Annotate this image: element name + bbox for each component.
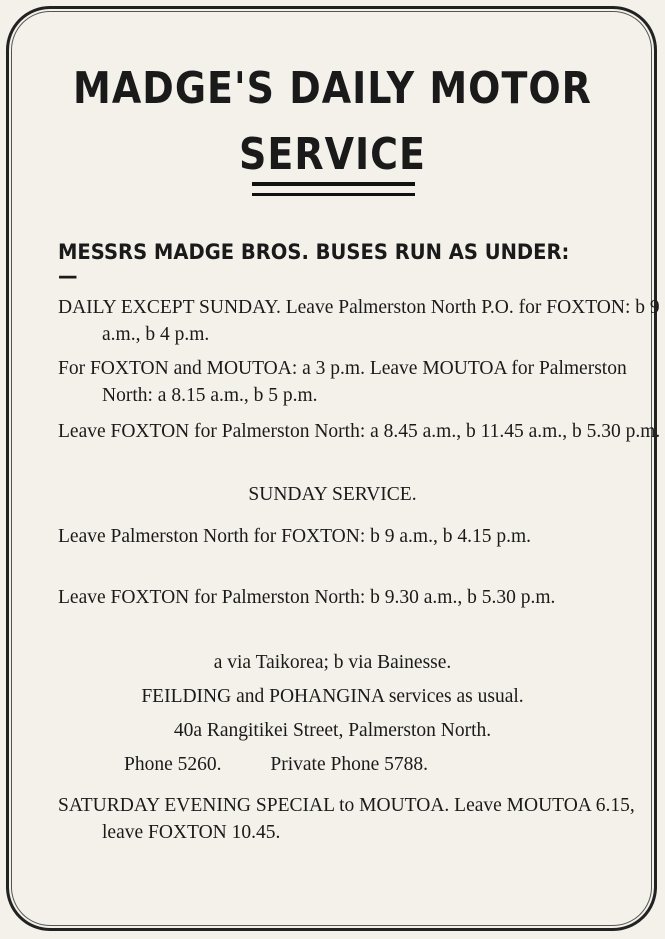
weekday-paragraph-3: Leave FOXTON for Palmerston North: a 8.45 a.m., b 11.45 a.m., b 5.30 p.m. (58, 421, 661, 442)
route-legend: a via Taikorea; b via Bainesse. (213, 652, 452, 673)
phone-number: Phone 5260. (124, 754, 222, 775)
saturday-special: SATURDAY EVENING SPECIAL to MOUTOA. Leave MOUTOA 6.15, leave FOXTON 10.45. (58, 795, 635, 843)
sunday-paragraph-2: Leave FOXTON for Palmerston North: b 9.30 a.m., b 5.30 p.m. (58, 587, 556, 608)
phone-line (124, 754, 472, 776)
title-line-2: SERVICE (239, 128, 426, 180)
weekday-paragraph-1: DAILY EXCEPT SUNDAY. Leave Palmerston North P.O. for FOXTON: b 9 a.m., b 4 p.m. (58, 297, 660, 345)
private-phone-number: Private Phone 5788. (270, 754, 428, 775)
title-underline-thin (252, 193, 415, 196)
sunday-paragraph-1: Leave Palmerston North for FOXTON: b 9 a.m., b 4.15 p.m. (58, 526, 531, 547)
other-services-note: FEILDING and POHANGINA services as usual. (141, 686, 524, 707)
subheading: MESSRS MADGE BROS. BUSES RUN AS UNDER:— (58, 240, 570, 288)
sunday-heading: SUNDAY SERVICE. (248, 484, 417, 505)
title-underline-thick (252, 182, 415, 186)
title-line-1: MADGE'S DAILY MOTOR (73, 62, 592, 114)
address: 40a Rangitikei Street, Palmerston North. (173, 720, 492, 741)
weekday-paragraph-2: For FOXTON and MOUTOA: a 3 p.m. Leave MOUTOA for Palmerston North: a 8.15 a.m., b 5 p.m. (58, 358, 627, 406)
